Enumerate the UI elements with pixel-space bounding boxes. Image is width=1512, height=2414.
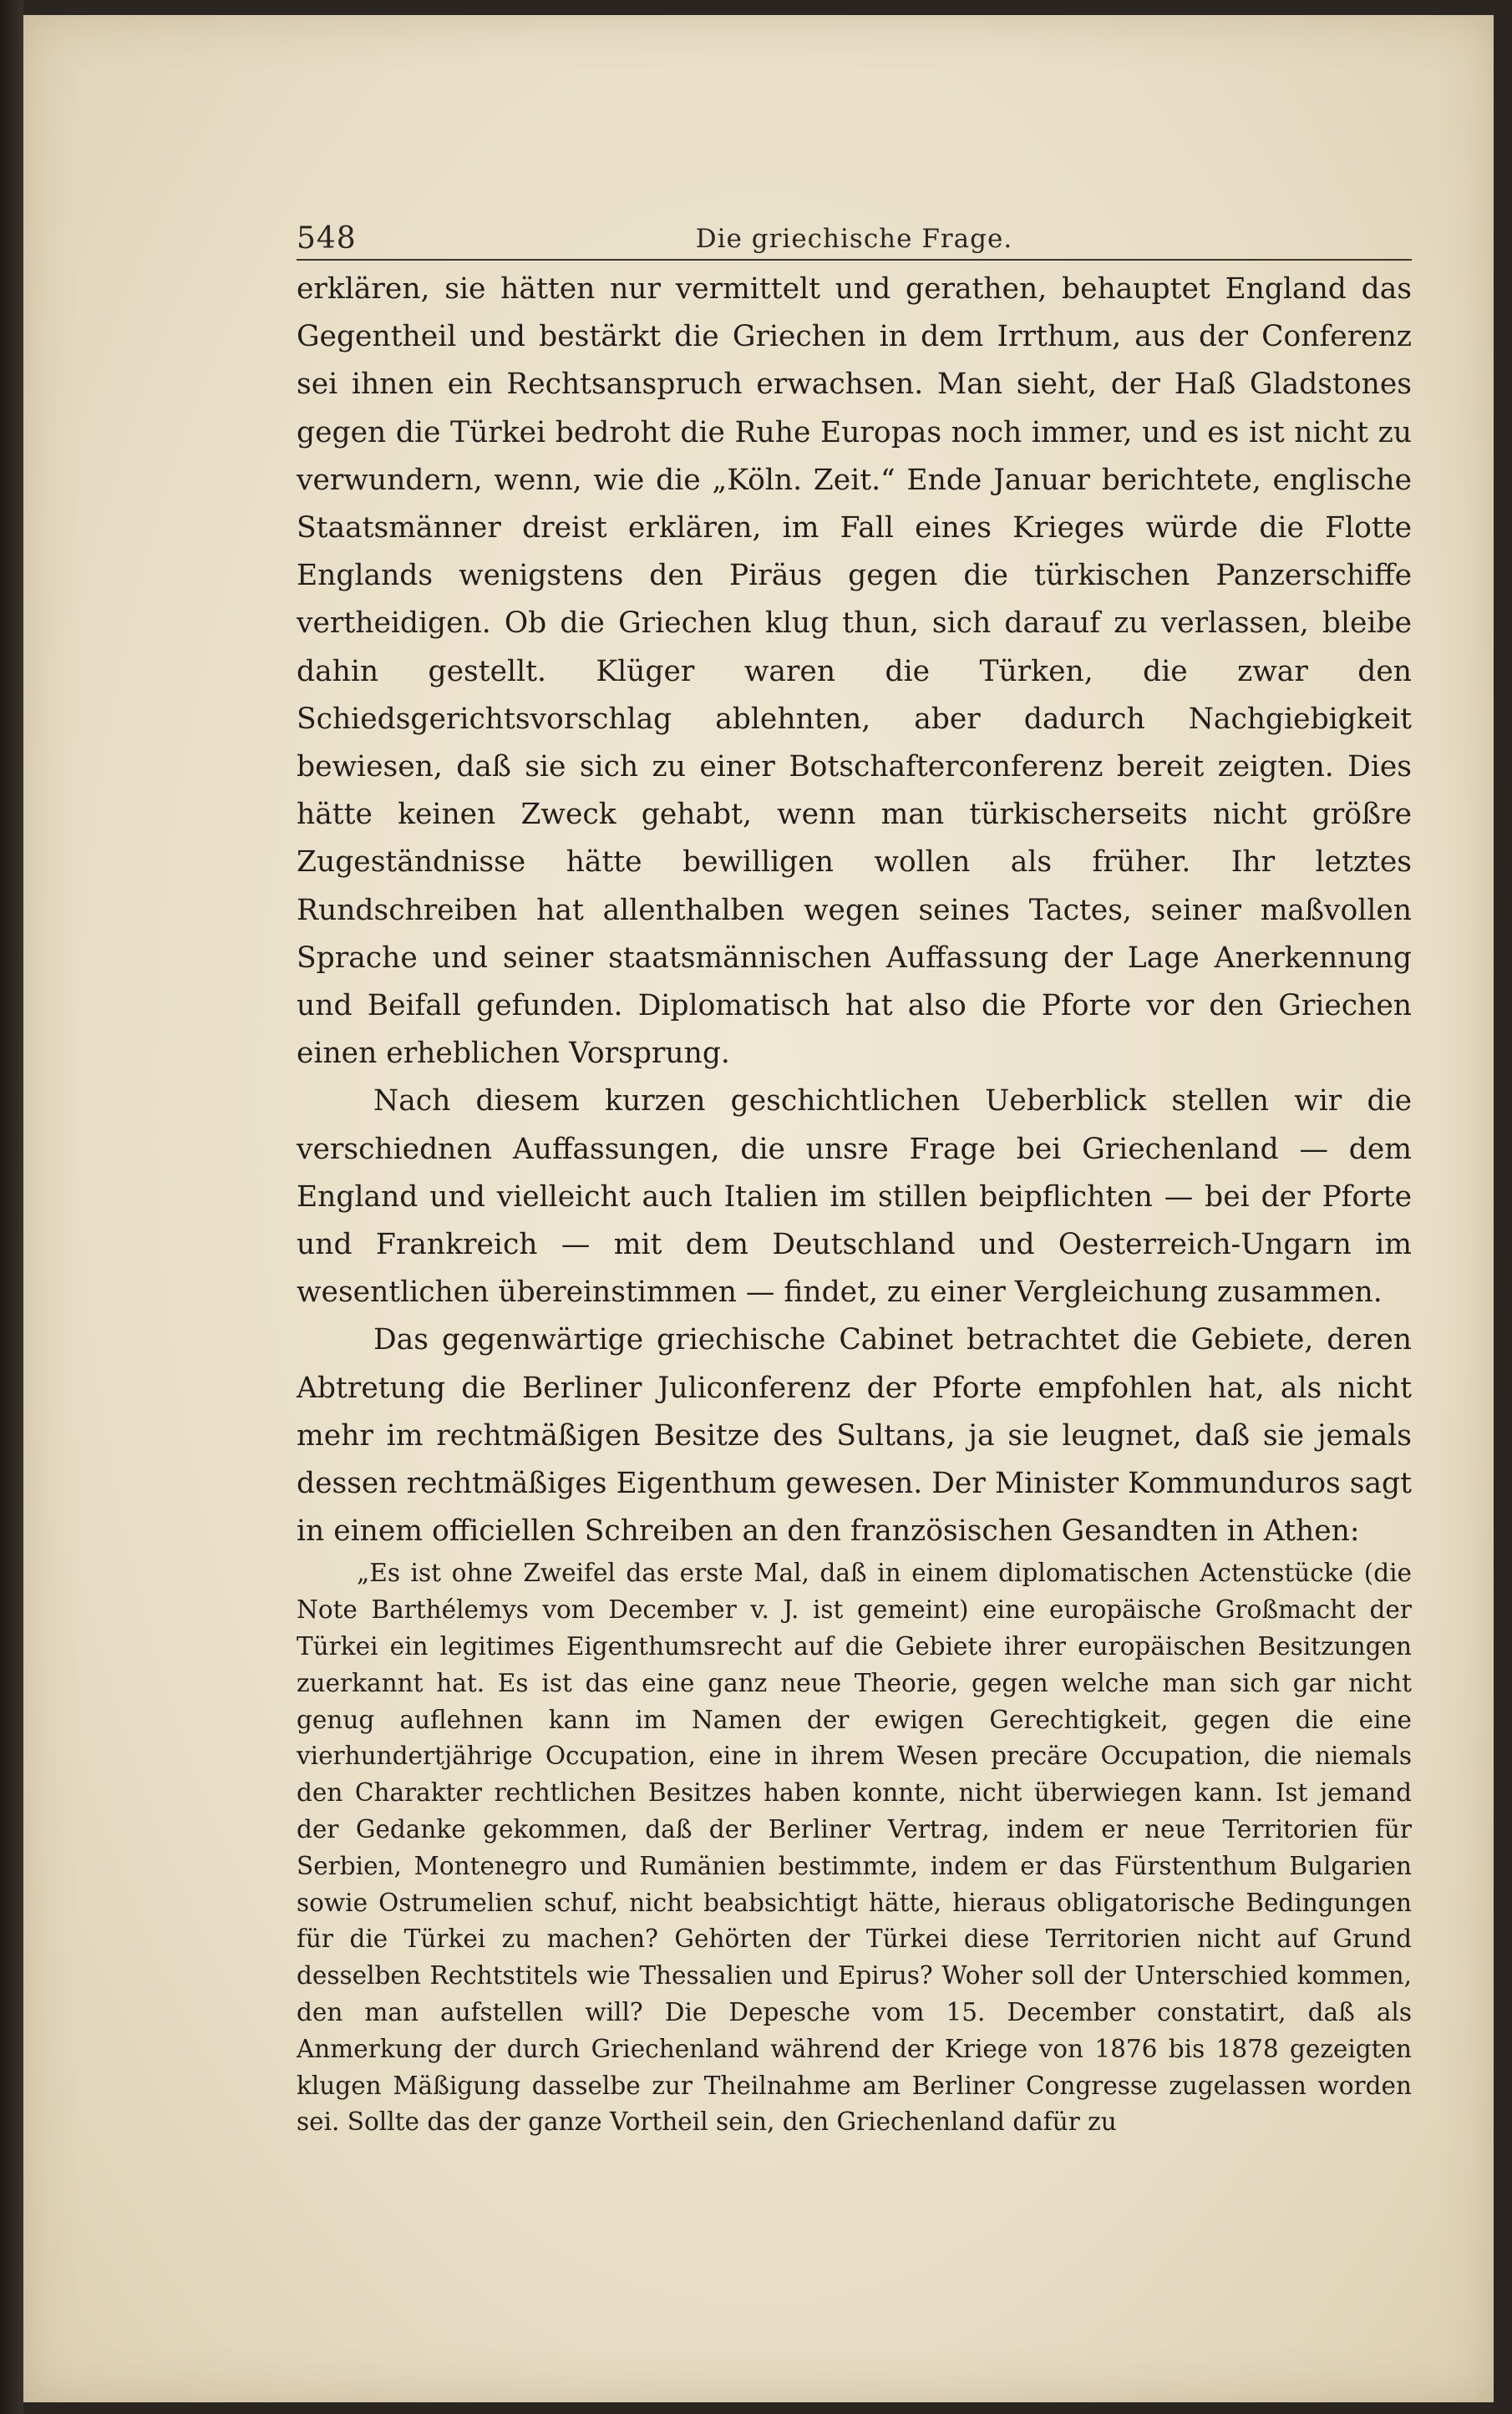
- paragraph-overview: Nach diesem kurzen geschichtlichen Ueberblick stellen wir die verschiednen Auffassungen, die unsre Frage bei Griechenland — dem England und vielleicht auch Italien im stillen beipflichten — bei der Pforte und Frankreich — mit dem Deutschland und Oesterreich-Ungarn im wesentlichen übereinstimmen — findet, zu einer Vergleichung zusammen.: [297, 1084, 1412, 1310]
- block-quote: „Es ist ohne Zweifel das erste Mal, daß in einem diplomatischen Actenstücke (die Note Barthélemys vom December v. J. ist gemeint) eine europäische Großmacht der Türkei ein legitimes Eigenthumsrecht auf die Gebiete ihrer europäischen Besitzungen zuerkannt hat. Es ist das eine ganz neue Theorie, gegen welche man sich gar nicht genug auflehnen kann im Namen der ewigen Gerechtigkeit, gegen die eine vierhundertjährige Occupation, eine in ihrem Wesen precäre Occupation, die niemals den Charakter rechtlichen Besitzes haben konnte, nicht überwiegen kann. Ist jemand der Gedanke gekommen, daß der Berliner Vertrag, indem er neue Territorien für Serbien, Montenegro und Rumänien bestimmte, indem er das Fürstenthum Bulgarien sowie Ostrumelien schuf, nicht beabsichtigt hätte, hieraus obligatorische Bedingungen für die Türkei zu machen? Gehörten der Türkei diese Territorien nicht auf Grund desselben Rechtstitels wie Thessalien und Epirus? Woher soll der Unterschied kommen, den man aufstellen will? Die Depesche vom 15. December constatirt, daß als Anmerkung der durch Griechenland während der Kriege von 1876 bis 1878 gezeigten klugen Mäßigung dasselbe zur Theilnahme am Berliner Congresse zugelassen worden sei. Sollte das der ganze Vortheil sein, den Griechenland dafür zu: [297, 1559, 1412, 2137]
- page-header: [297, 216, 1412, 261]
- page-number: 548: [297, 221, 357, 256]
- paragraph-cabinet: Das gegenwärtige griechische Cabinet betrachtet die Gebiete, deren Abtretung die Berliner Juliconferenz der Pforte empfohlen hat, als nicht mehr im rechtmäßigen Besitze des Sultans, ja sie leugnet, daß sie jemals dessen rechtmäßiges Eigenthum gewesen. Der Minister Kommunduros sagt in einem officiellen Schreiben an den französischen Gesandten in Athen:: [297, 1323, 1412, 1549]
- running-title: Die griechische Frage.: [695, 224, 1013, 254]
- scan-edge: [0, 0, 23, 2414]
- paragraph-continuation: erklären, sie hätten nur vermittelt und gerathen, behauptet England das Gegentheil und bestärkt die Griechen in dem Irrthum, aus der Conferenz sei ihnen ein Rechtsanspruch erwachsen. Man sieht, der Haß Gladstones gegen die Türkei bedroht die Ruhe Europas noch immer, und es ist nicht zu verwundern, wenn, wie die „Köln. Zeit.“ Ende Januar berichtete, englische Staatsmänner dreist erklären, im Fall eines Krieges würde die Flotte Englands wenigstens den Piräus gegen die türkischen Panzerschiffe vertheidigen. Ob die Griechen klug thun, sich darauf zu verlassen, bleibe dahin gestellt. Klüger waren die Türken, die zwar den Schiedsgerichtsvorschlag ablehnten, aber dadurch Nachgiebigkeit bewiesen, daß sie sich zu einer Botschafterconferenz bereit zeigten. Dies hätte keinen Zweck gehabt, wenn man türkischerseits nicht größre Zugeständnisse hätte bewilligen wollen als früher. Ihr letztes Rundschreiben hat allenthalben wegen seines Tactes, seiner maßvollen Sprache und seiner staatsmännischen Auffassung der Lage Anerkennung und Beifall gefunden. Diplomatisch hat also die Pforte vor den Griechen einen erheblichen Vorsprung.: [297, 272, 1412, 1071]
- main-text: [297, 266, 1412, 2141]
